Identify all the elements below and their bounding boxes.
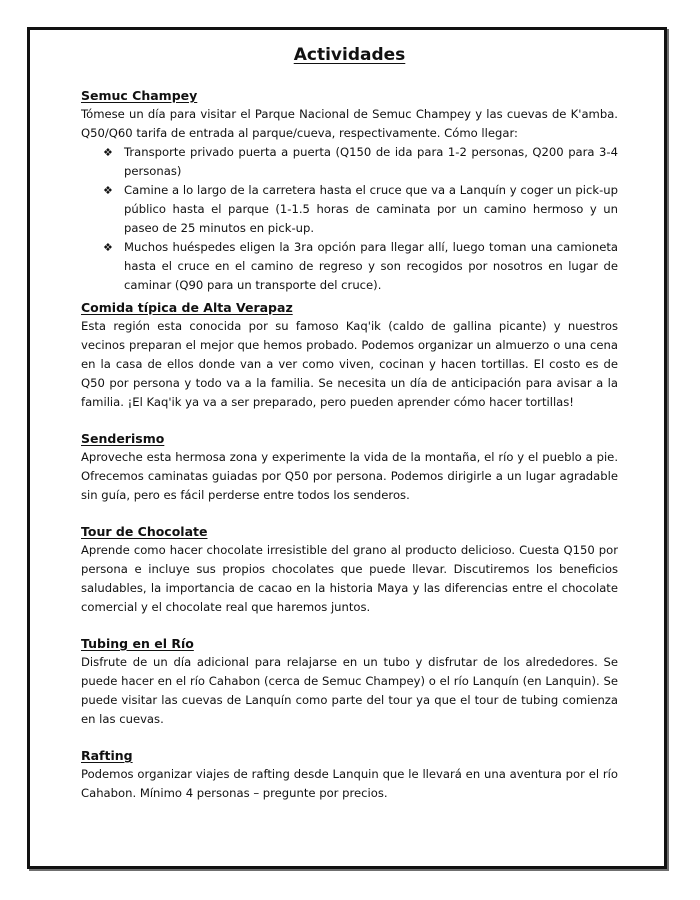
section-heading: Senderismo [81,431,165,446]
list-item-text: Transporte privado puerta a puerta (Q150 de ida para 1-2 personas, Q200 para 3-4 personas) [124,145,618,178]
page-title: Actividades [293,45,406,65]
section-senderismo [81,430,618,505]
section-text: Tómese un día para visitar el Parque Nacional de Semuc Champey y las cuevas de K'amba. Q50/Q60 tarifa de entrada al parque/cueva, respectivamente. Cómo llegar: [81,107,618,140]
section-text: Aprende como hacer chocolate irresistible del grano al producto delicioso. Cuesta Q150 por persona e incluye sus propios chocolates que puede llevar. Discutiremos los beneficios saludables, la importancia de cacao en la historia Maya y las diferencias entre el chocolate comercial y el chocolate real que haremos juntos. [81,543,618,614]
list-item [81,181,618,238]
section-heading: Comida típica de Alta Verapaz [81,300,293,315]
section-semuc-champey [81,87,618,295]
section-heading: Tour de Chocolate [81,524,208,539]
diamond-bullet-icon: ❖ [103,146,113,159]
bullet-list [81,143,618,295]
section-tour-chocolate [81,523,618,617]
list-item-text: Muchos huéspedes eligen la 3ra opción para llegar allí, luego toman una camioneta hasta el cruce en el camino de regreso y son recogidos por nosotros en lugar de caminar (Q90 para un transporte del cruce). [124,240,618,292]
diamond-bullet-icon: ❖ [103,241,113,254]
section-heading: Rafting [81,748,133,763]
section-text: Disfrute de un día adicional para relajarse en un tubo y disfrutar de los alrededores. Se puede hacer en el río Cahabon (cerca de Semuc Champey) o el río Lanquín (en Lanquin). Se puede visitar las cuevas de Lanquín como parte del tour ya que el tour de tubing comienza en las cuevas. [81,655,618,726]
section-comida-tipica [81,299,618,412]
section-text: Esta región esta conocida por su famoso Kaq'ik (caldo de gallina picante) y nuestros vecinos preparan el mejor que hemos probado. Podemos organizar un almuerzo o una cena en la casa de ellos donde van a ver como viven, cocinan y hacen tortillas. El costo es de Q50 por persona y todo va a la familia. Se necesita un día de anticipación para avisar a la familia. ¡El Kaq'ik ya va a ser preparado, pero pueden aprender cómo hacer tortillas! [81,319,618,409]
section-heading: Tubing en el Río [81,636,194,651]
list-item [81,143,618,181]
section-rafting [81,747,618,803]
section-text: Podemos organizar viajes de rafting desde Lanquin que le llevará en una aventura por el río Cahabon. Mínimo 4 personas – pregunte por precios. [81,767,618,800]
list-item [81,238,618,295]
section-tubing [81,635,618,729]
section-text: Aproveche esta hermosa zona y experimente la vida de la montaña, el río y el pueblo a pie. Ofrecemos caminatas guiadas por Q50 por persona. Podemos dirigirle a un lugar agradable sin guía, pero es fácil perderse entre todos los senderos. [81,450,618,502]
list-item-text: Camine a lo largo de la carretera hasta el cruce que va a Lanquín y coger un pick-up público hasta el parque (1-1.5 horas de caminata por un camino hermoso y un paseo de 25 minutos en pick-up. [124,183,618,235]
section-heading: Semuc Champey [81,88,198,103]
diamond-bullet-icon: ❖ [103,184,113,197]
document-body [81,44,618,803]
